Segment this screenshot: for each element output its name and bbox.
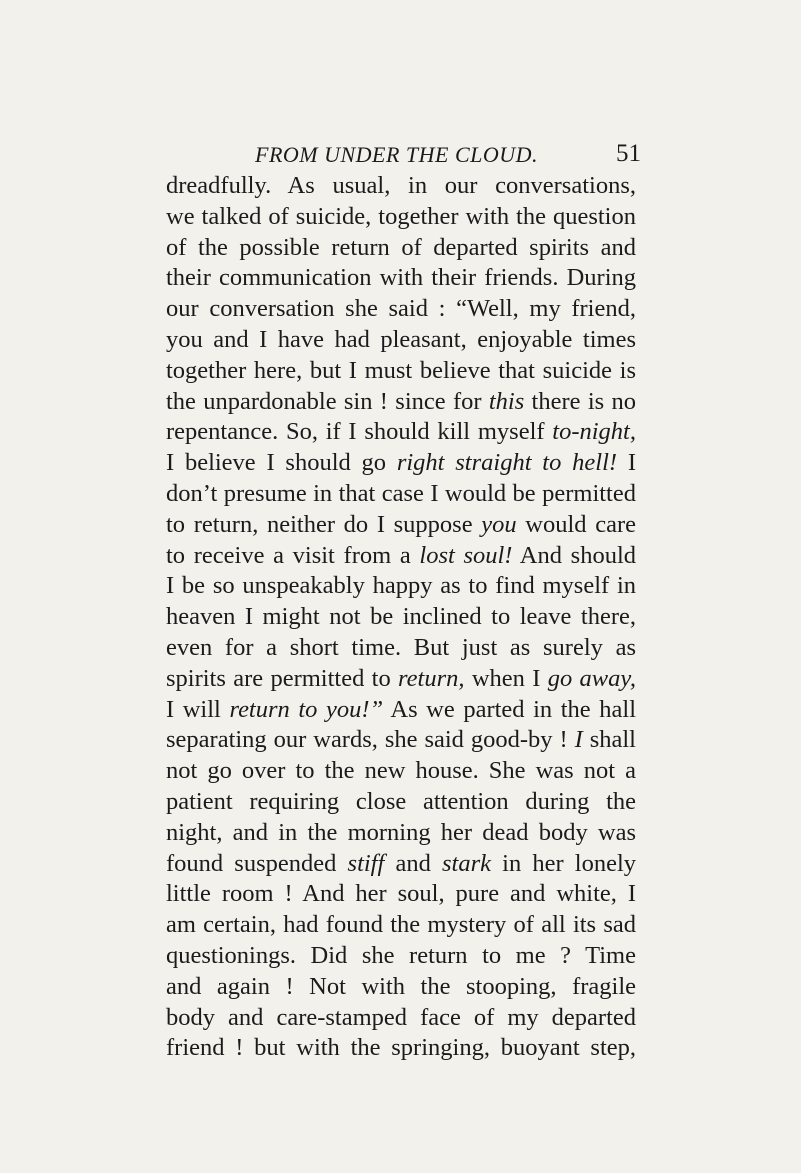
text-line: heaven I might not be inclined to leave there, bbox=[166, 603, 636, 631]
italic-text: stiff bbox=[347, 849, 385, 877]
page-number: 51 bbox=[616, 140, 641, 167]
italic-text: I bbox=[574, 726, 583, 754]
text-line: patient requiring close attention during the bbox=[166, 787, 636, 815]
text-line: not go over to the new house. She was not a bbox=[166, 757, 636, 785]
text-line: the unpardonable sin ! since for this there is no bbox=[166, 387, 636, 415]
text-line: night, and in the morning her dead body was bbox=[166, 818, 636, 846]
italic-text: return to you!” bbox=[229, 695, 384, 723]
italic-text: go away, bbox=[547, 664, 636, 692]
italic-text: return, bbox=[398, 664, 465, 692]
text-line: to receive a visit from a lost soul! And should bbox=[166, 541, 636, 569]
text-line: am certain, had found the mystery of all its sad bbox=[166, 911, 636, 939]
text-line: and again ! Not with the stooping, fragile bbox=[166, 972, 636, 1000]
text-line: I be so unspeakably happy as to find myself in bbox=[166, 572, 636, 600]
text-line: repentance. So, if I should kill myself to-night, bbox=[166, 418, 636, 446]
italic-text: this bbox=[488, 387, 525, 415]
text-line: friend ! but with the springing, buoyant step, bbox=[166, 1034, 636, 1062]
text-line: you and I have had pleasant, enjoyable times bbox=[166, 325, 636, 353]
text-line: found suspended stiff and stark in her lonely bbox=[166, 849, 636, 877]
running-head: FROM UNDER THE CLOUD. bbox=[255, 142, 539, 167]
text-line: little room ! And her soul, pure and white, I bbox=[166, 880, 636, 908]
text-line: spirits are permitted to return, when I go away, bbox=[166, 664, 636, 692]
text-line: to return, neither do I suppose you would care bbox=[166, 510, 636, 538]
italic-text: you bbox=[481, 510, 517, 538]
text-line: their communication with their friends. During bbox=[166, 264, 636, 292]
text-line: I will return to you!” As we parted in the hall bbox=[166, 695, 636, 723]
text-line: even for a short time. But just as surely as bbox=[166, 633, 636, 661]
text-line: of the possible return of departed spirits and bbox=[166, 233, 636, 261]
italic-text: to-night, bbox=[552, 418, 636, 446]
italic-text: right straight to hell! bbox=[396, 449, 618, 477]
text-line: our conversation she said : “Well, my friend, bbox=[166, 295, 636, 323]
text-line: body and care-stamped face of my departed bbox=[166, 1003, 636, 1031]
italic-text: stark bbox=[441, 849, 491, 877]
text-line: questionings. Did she return to me ? Time bbox=[166, 941, 636, 969]
body-text bbox=[166, 171, 636, 1064]
text-line: I believe I should go right straight to hell! I bbox=[166, 449, 636, 477]
italic-text: lost soul! bbox=[419, 541, 513, 569]
text-line: we talked of suicide, together with the question bbox=[166, 202, 636, 230]
text-line: don’t presume in that case I would be permitted bbox=[166, 479, 636, 507]
text-line: together here, but I must believe that suicide is bbox=[166, 356, 636, 384]
text-line: separating our wards, she said good-by ! I shall bbox=[166, 726, 636, 754]
text-line: dreadfully. As usual, in our conversations, bbox=[166, 172, 636, 199]
